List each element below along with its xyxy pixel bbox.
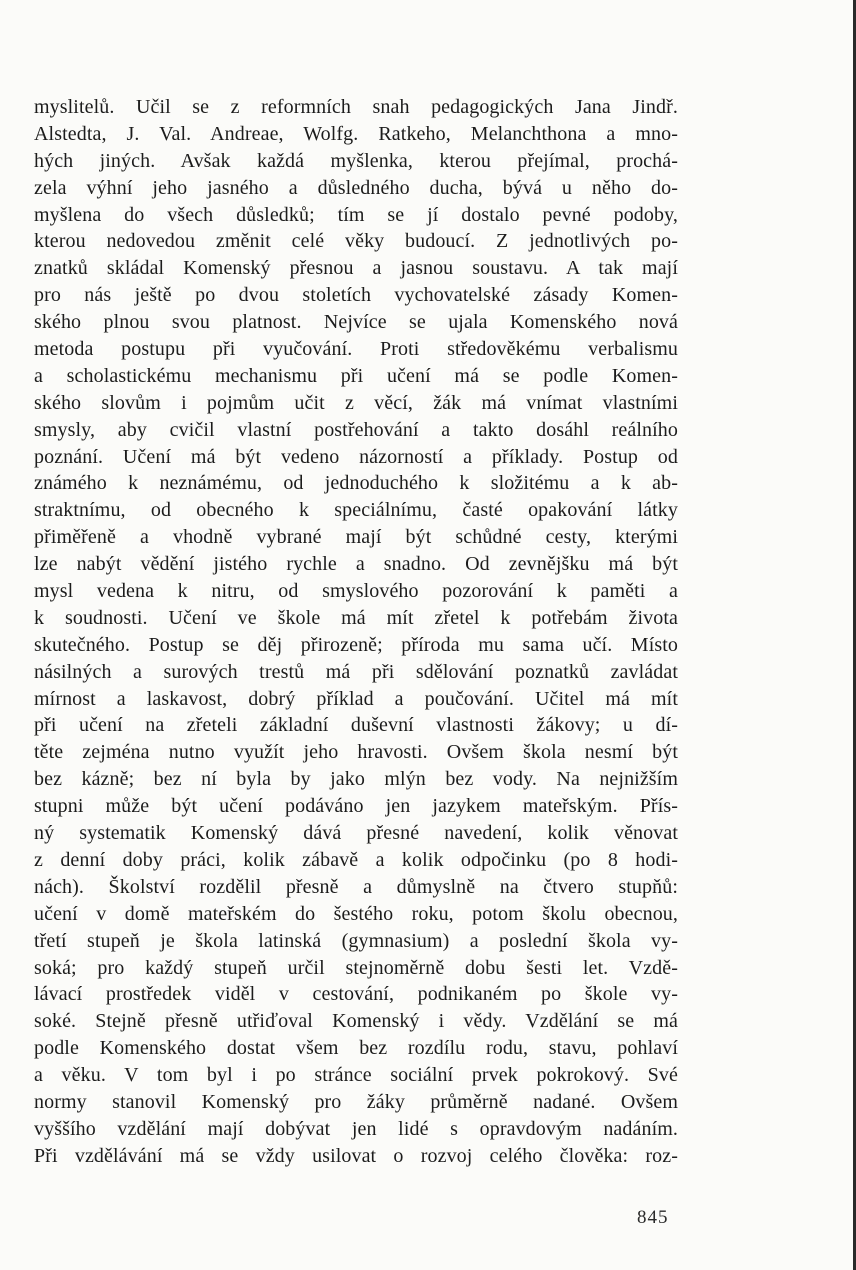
text-line: stupni může být učení podáváno jen jazykem mateřským. Přís- — [34, 795, 678, 818]
text-line: myslitelů. Učil se z reformních snah pedagogických Jana Jindř. — [34, 96, 678, 118]
text-line: vyššího vzdělání mají dobývat jen lidé s opravdovým nadáním. — [34, 1117, 678, 1140]
text-line: mysl vedena k nitru, od smyslového pozorování k paměti a — [34, 580, 678, 603]
text-line: mírnost a laskavost, dobrý příklad a poučování. Učitel má mít — [34, 687, 678, 710]
text-line: soké. Stejně přesně utřiďoval Komenský i vědy. Vzdělání se má — [34, 1010, 678, 1033]
text-line: lávací prostředek viděl v cestování, podnikaném po škole vy- — [34, 983, 678, 1006]
text-line: podle Komenského dostat všem bez rozdílu rodu, stavu, pohlaví — [34, 1037, 678, 1060]
text-line: metoda postupu při vyučování. Proti středověkému verbalismu — [34, 338, 678, 361]
text-line: myšlena do všech důsledků; tím se jí dostalo pevné podoby, — [34, 203, 678, 226]
text-line: hých jiných. Avšak každá myšlenka, kterou přejímal, prochá- — [34, 149, 678, 172]
text-line: známého k neznámému, od jednoduchého k složitému a k ab- — [34, 472, 678, 495]
text-line: pro nás ještě po dvou stoletích vychovatelské zásady Komen- — [34, 284, 678, 307]
text-line: kterou nedovedou změnit celé věky budoucí. Z jednotlivých po- — [34, 230, 678, 253]
text-line: a scholastickému mechanismu při učení má se podle Komen- — [34, 364, 678, 387]
text-line: smysly, aby cvičil vlastní postřehování a takto dosáhl reálního — [34, 418, 678, 441]
text-line: třetí stupeň je škola latinská (gymnasium) a poslední škola vy- — [34, 929, 678, 952]
text-line: ského plnou svou platnost. Nejvíce se ujala Komenského nová — [34, 311, 678, 334]
text-line: Při vzdělávání má se vždy usilovat o rozvoj celého člověka: roz- — [34, 1144, 678, 1167]
text-line: při učení na zřeteli základní duševní vlastnosti žákovy; u dí- — [34, 714, 678, 737]
body-text — [34, 94, 678, 1170]
text-line: učení v domě mateřském do šestého roku, potom školu obecnou, — [34, 902, 678, 925]
text-line: přiměřeně a vhodně vybrané mají být schůdné cesty, kterými — [34, 526, 678, 549]
text-line: nách). Školství rozdělil přesně a důmyslně na čtvero stupňů: — [34, 875, 678, 898]
text-line: poznání. Učení má být vedeno názorností a příklady. Postup od — [34, 445, 678, 468]
text-line: normy stanovil Komenský pro žáky průměrně nadané. Ovšem — [34, 1090, 678, 1113]
text-line: z denní doby práci, kolik zábavě a kolik odpočinku (po 8 hodi- — [34, 848, 678, 871]
text-line: lze nabýt vědění jistého rychle a snadno. Od zevnějšku má být — [34, 553, 678, 576]
text-line: a věku. V tom byl i po stránce sociální prvek pokrokový. Své — [34, 1064, 678, 1087]
text-line: ný systematik Komenský dává přesné navedení, kolik věnovat — [34, 822, 678, 845]
page-number: 845 — [637, 1207, 669, 1228]
text-line: k soudnosti. Učení ve škole má mít zřetel k potřebám života — [34, 606, 678, 629]
text-line: násilných a surových trestů má při sdělování poznatků zavládat — [34, 660, 678, 683]
text-line: těte zejména nutno využít jeho hravosti. Ovšem škola nesmí být — [34, 741, 678, 764]
text-line: znatků skládal Komenský přesnou a jasnou soustavu. A tak mají — [34, 257, 678, 280]
text-line: zela výhní jeho jasného a důsledného ducha, bývá u něho do- — [34, 176, 678, 199]
text-line: soká; pro každý stupeň určil stejnoměrně dobu šesti let. Vzdě- — [34, 956, 678, 979]
text-line: bez kázně; bez ní byla by jako mlýn bez vody. Na nejnižším — [34, 768, 678, 791]
text-line: Alstedta, J. Val. Andreae, Wolfg. Ratkeho, Melanchthona a mno- — [34, 122, 678, 145]
text-line: ského slovům i pojmům učit z věcí, žák má vnímat vlastními — [34, 391, 678, 414]
text-line: skutečného. Postup se děj přirozeně; příroda mu sama učí. Místo — [34, 633, 678, 656]
text-line: straktnímu, od obecného k speciálnímu, časté opakování látky — [34, 499, 678, 522]
